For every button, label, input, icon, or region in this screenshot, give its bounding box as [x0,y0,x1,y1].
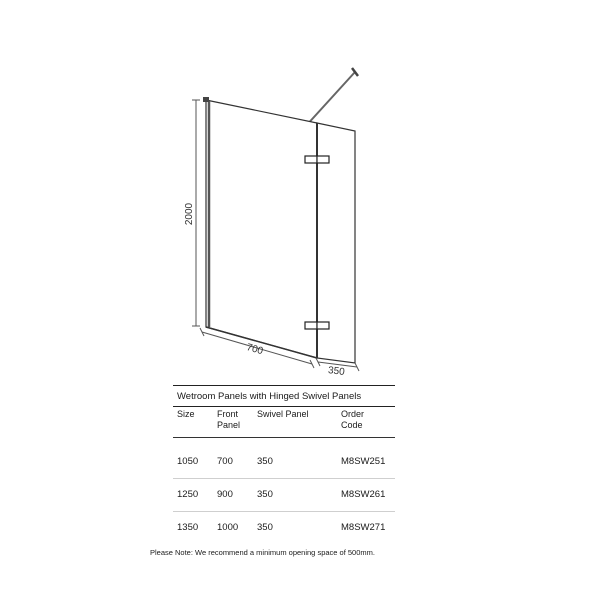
header-size: Size [177,409,195,419]
row-divider [173,511,395,512]
cell-swivel: 350 [257,522,273,533]
lower-hinge [305,322,329,329]
cell-size: 1050 [177,456,199,467]
header-swivel-panel: Swivel Panel [257,409,309,419]
cell-swivel: 350 [257,489,273,500]
header-front-panel: Front Panel [217,409,241,430]
table-row [173,450,395,474]
cell-swivel: 350 [257,456,273,467]
spec-table-header [173,407,395,437]
front-glass-panel [203,97,317,358]
row-divider [173,478,395,479]
table-row [173,483,395,507]
cell-front: 1000 [217,522,239,533]
cell-front: 900 [217,489,233,500]
cell-code: M8SW251 [341,456,386,467]
spec-table-title: Wetroom Panels with Hinged Swivel Panels [173,385,395,407]
cell-front: 700 [217,456,233,467]
cell-code: M8SW261 [341,489,386,500]
cell-code: M8SW271 [341,522,386,533]
header-order-code: Order Code [341,409,365,430]
opening-space-note: Please Note: We recommend a minimum opening space of 500mm. [150,548,375,557]
swivel-width-label: 350 [327,365,346,378]
table-row [173,516,395,540]
cell-size: 1250 [177,489,199,500]
spec-table [173,385,395,540]
cell-size: 1350 [177,522,199,533]
height-dimension-label: 2000 [184,202,195,226]
header-divider [173,437,395,438]
front-width-label: 700 [245,342,265,358]
upper-hinge [305,156,329,163]
